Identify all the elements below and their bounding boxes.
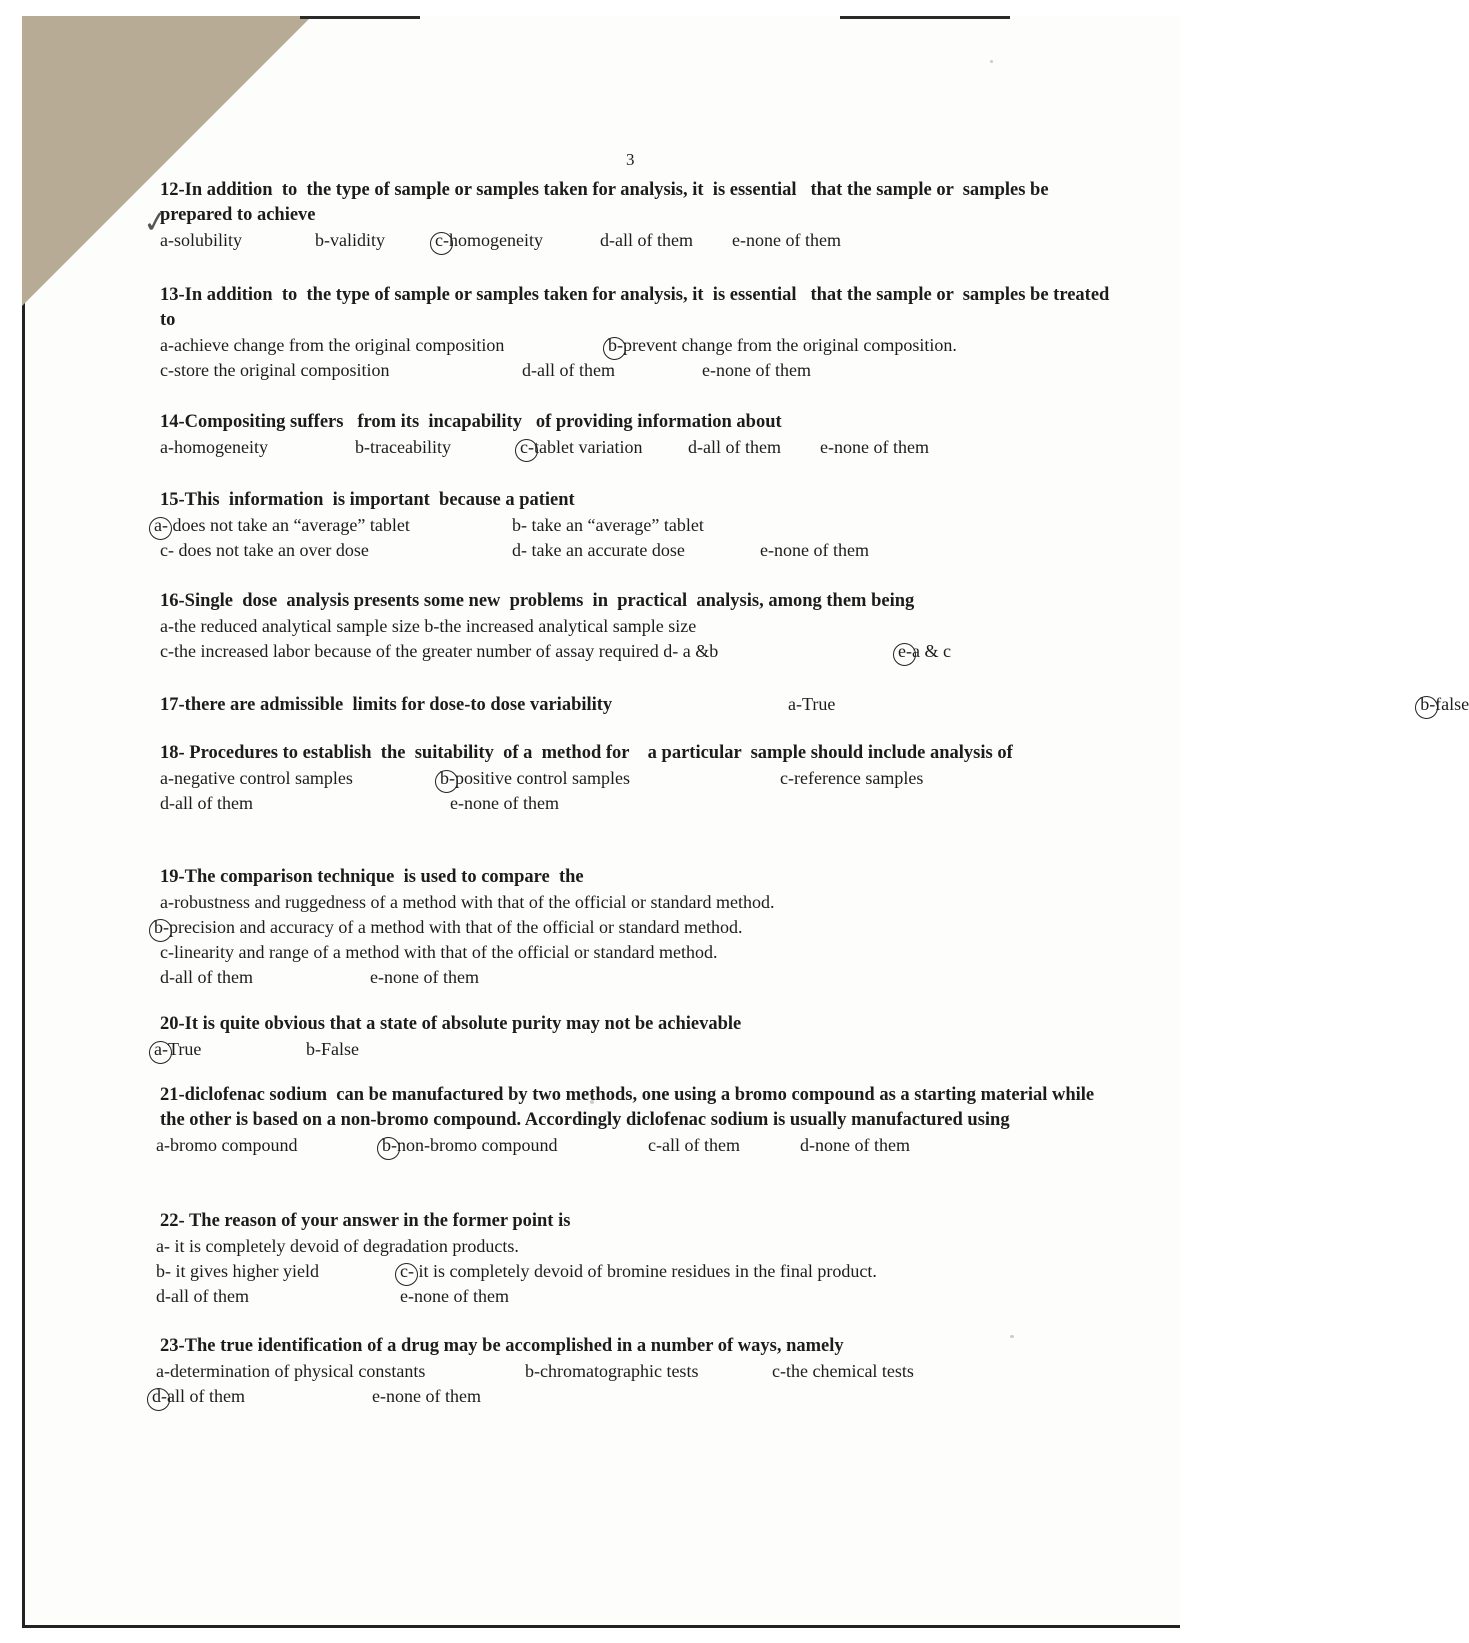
answer-option: e-none of them [732,230,841,250]
question-19 [154,865,1120,990]
answer-option: b-validity [315,230,385,250]
answer-option: e-none of them [372,1386,481,1406]
selected-answer-option: b-positive control samples [440,768,630,788]
selected-answer-option: b-prevent change from the original composition. [608,335,957,355]
answer-option: c-linearity and range of a method with that of the official or standard method. [160,942,718,962]
options-row [156,1284,1120,1309]
answer-option: e-none of them [400,1286,509,1306]
answer-option: d- take an accurate dose [512,540,685,560]
question-stem: 14-Compositing suffers from its incapability of providing information about [160,412,782,432]
answer-option: a-determination of physical constants [156,1361,426,1381]
options-row [160,228,1120,253]
question-stem: 12-In addition to the type of sample or samples taken for analysis, it is essential that the sample or samples be prepared to achieve [160,180,1054,225]
options-row [160,766,1120,791]
answer-option: b-chromatographic tests [525,1361,699,1381]
answer-option: a-solubility [160,230,242,250]
answer-option: d-none of them [800,1135,910,1155]
selected-answer-option: d-all of them [152,1386,245,1406]
answer-option: b-False [306,1039,359,1059]
scan-speck [1010,1335,1014,1338]
options-row [160,538,1120,563]
options-row [160,639,1120,664]
answer-option: d-all of them [600,230,693,250]
question-18 [160,741,1120,816]
options-row [160,358,1120,383]
options-row [156,1234,1120,1259]
answer-option: c-all of them [648,1135,740,1155]
folded-corner [22,16,312,306]
answer-option: e-none of them [702,360,811,380]
top-edge-mark [300,16,420,19]
check-mark-icon: ✓ [140,203,171,242]
answer-option: b- it gives higher yield [156,1261,319,1281]
question-stem: 20-It is quite obvious that a state of absolute purity may not be achievable [160,1014,742,1034]
selected-answer-option: b-precision and accuracy of a method with that of the official or standard method. [154,917,743,937]
answer-option: a-bromo compound [156,1135,298,1155]
options-row [156,1133,1120,1158]
answer-option: d-all of them [688,437,781,457]
answer-option: a-robustness and ruggedness of a method with that of the official or standard method. [160,892,775,912]
answer-option: a-True [788,694,836,714]
options-row [156,1259,1120,1284]
top-edge-mark [840,16,1010,19]
page-number: 3 [626,150,635,169]
question-14 [160,410,1120,460]
options-row [154,1037,1120,1062]
answer-option: c-the increased labor because of the greater number of assay required d- a &b [160,641,719,661]
question-23 [152,1334,1120,1409]
options-row [160,940,1120,965]
answer-option: c- does not take an over dose [160,540,369,560]
question-stem: 19-The comparison technique is used to compare the [160,867,584,887]
question-stem: 21-diclofenac sodium can be manufactured by two methods, one using a bromo compound as a starting material while the other is based on a non-bromo compound. Accordingly diclofenac sodium is usually manufactured using [160,1085,1099,1130]
answer-option: d-all of them [160,793,253,813]
options-row [160,791,1120,816]
question-stem: 16-Single dose analysis presents some new problems in practical analysis, among them being [160,591,915,611]
options-row [156,1359,1120,1384]
options-row [160,435,1120,460]
options-row [154,915,1120,940]
selected-answer-option: c-tablet variation [520,437,643,457]
selected-answer-option: a- does not take an “average” tablet [154,515,410,535]
answer-option: a-negative control samples [160,768,353,788]
question-17 [160,692,1469,718]
answer-option: e-none of them [370,967,479,987]
answer-option: b-traceability [355,437,451,457]
options-row [160,614,1120,639]
answer-option: c-reference samples [780,768,924,788]
answer-option: d-all of them [160,967,253,987]
answer-option: a-achieve change from the original composition [160,335,505,355]
answer-option: d-all of them [156,1286,249,1306]
answer-option: e-none of them [450,793,559,813]
question-stem: 13-In addition to the type of sample or samples taken for analysis, it is essential that the sample or samples be treated to [160,285,1114,330]
scan-speck [990,60,993,63]
options-row [160,965,1120,990]
selected-answer-option: c- it is completely devoid of bromine residues in the final product. [400,1261,877,1281]
answer-option: b- take an “average” tablet [512,515,704,535]
selected-answer-option: b-non-bromo compound [382,1135,558,1155]
question-20 [154,1012,1120,1062]
answer-option: c-store the original composition [160,360,390,380]
question-12 [160,178,1120,253]
answer-option: d-all of them [522,360,615,380]
options-row [160,890,1120,915]
question-21 [156,1083,1120,1158]
answer-option: e-none of them [760,540,869,560]
answer-option: a-the reduced analytical sample size b-the increased analytical sample size [160,616,697,636]
question-22 [156,1209,1120,1309]
selected-answer-option: b-false [1420,694,1469,714]
selected-answer-option: e-a & c [898,641,951,661]
answer-option: a-homogeneity [160,437,268,457]
answer-option: e-none of them [820,437,929,457]
question-16 [160,589,1120,664]
question-13 [160,283,1120,383]
answer-option: c-the chemical tests [772,1361,914,1381]
question-stem: 22- The reason of your answer in the former point is [160,1211,571,1231]
selected-answer-option: a-True [154,1039,202,1059]
question-stem: 15-This information is important because a patient [160,490,575,510]
scan-speck [590,1100,594,1104]
question-stem: 17-there are admissible limits for dose-to dose variability a-True b-false [160,694,1469,715]
question-stem: 23-The true identification of a drug may be accomplished in a number of ways, namely [160,1336,844,1356]
selected-answer-option: c-homogeneity [435,230,543,250]
question-15 [154,488,1120,563]
question-stem: 18- Procedures to establish the suitability of a method for a particular sample should include analysis of [160,743,1013,763]
options-row [160,333,1120,358]
answer-option: a- it is completely devoid of degradation products. [156,1236,519,1256]
options-row [154,513,1120,538]
options-row [152,1384,1120,1409]
